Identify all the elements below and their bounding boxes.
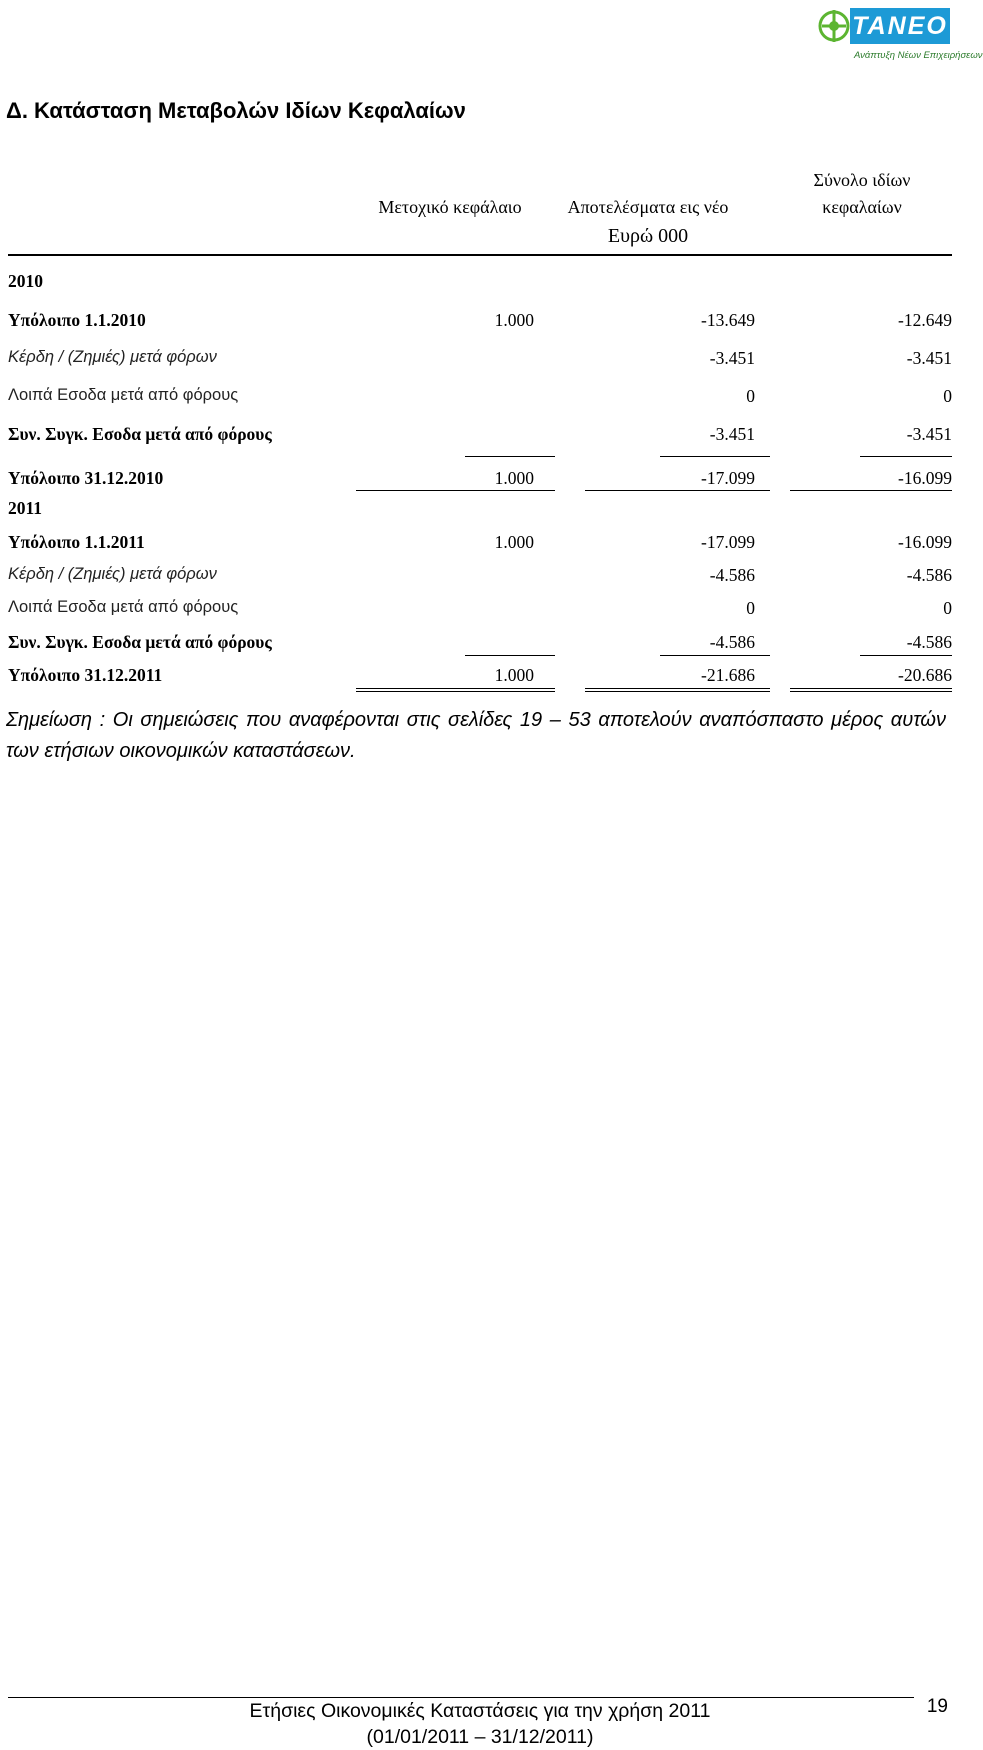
- cell-c2: 0: [746, 598, 755, 618]
- total-rule: [860, 655, 952, 656]
- logo-leaf-icon: [818, 4, 852, 48]
- row-label: 2010: [8, 271, 43, 291]
- table-row: [0, 498, 960, 524]
- cell-c2: -3.451: [709, 424, 755, 444]
- page-title: Δ. Κατάσταση Μεταβολών Ιδίων Κεφαλαίων: [6, 98, 466, 123]
- cell-c1: 1.000: [494, 665, 534, 685]
- total-rule: [790, 691, 952, 692]
- total-rule: [585, 490, 770, 491]
- cell-c2: -3.451: [709, 348, 755, 368]
- cell-c2: -4.586: [709, 632, 755, 652]
- cell-c3: 0: [943, 598, 952, 618]
- cell-c3: -3.451: [906, 348, 952, 368]
- table-row: [0, 424, 960, 450]
- total-rule: [465, 655, 555, 656]
- cell-c3: -16.099: [898, 532, 952, 552]
- cell-c3: -16.099: [898, 468, 952, 488]
- column-header-total-line2: κεφαλαίων: [822, 197, 902, 217]
- footer-line1: Ετήσιες Οικονομικές Καταστάσεις για την χρήση 2011: [249, 1700, 711, 1722]
- cell-c2: -21.686: [701, 665, 755, 685]
- total-rule: [860, 456, 952, 457]
- cell-c2: -13.649: [701, 310, 755, 330]
- total-rule: [356, 691, 555, 692]
- row-label: Λοιπά Εσοδα μετά από φόρους: [8, 386, 239, 404]
- row-label: Συν. Συγκ. Εσοδα μετά από φόρους: [8, 424, 272, 444]
- total-rule: [790, 688, 952, 689]
- cell-c3: -20.686: [898, 665, 952, 685]
- row-label: Υπόλοιπο 1.1.2010: [8, 310, 146, 330]
- table-row: [0, 565, 960, 591]
- logo-wordmark: TANEO: [850, 8, 950, 44]
- table-row: [0, 310, 960, 336]
- cell-c3: -3.451: [906, 424, 952, 444]
- total-rule: [660, 655, 770, 656]
- cell-c2: -17.099: [701, 532, 755, 552]
- cell-c3: -12.649: [898, 310, 952, 330]
- total-rule: [356, 490, 555, 491]
- row-label: Υπόλοιπο 1.1.2011: [8, 532, 145, 552]
- row-label: Κέρδη / (Ζημιές) μετά φόρων: [8, 348, 217, 366]
- table-row: [0, 598, 960, 624]
- table-row: [0, 348, 960, 374]
- total-rule: [790, 490, 952, 491]
- logo-tagline: Ανάπτυξη Νέων Επιχειρήσεων: [854, 50, 983, 61]
- cell-c3: -4.586: [906, 632, 952, 652]
- cell-c2: -4.586: [709, 565, 755, 585]
- table-row: [0, 271, 960, 297]
- taneo-logo: [818, 2, 983, 68]
- footer-rule: [8, 1697, 914, 1698]
- unit-label: Ευρώ 000: [607, 225, 689, 247]
- column-header-retained: Αποτελέσματα εις νέο: [567, 197, 729, 217]
- header-rule: [8, 254, 952, 256]
- row-label: 2011: [8, 498, 43, 518]
- cell-c2: 0: [746, 386, 755, 406]
- total-rule: [356, 688, 555, 689]
- row-label: Λοιπά Εσοδα μετά από φόρους: [8, 598, 239, 616]
- total-rule: [660, 456, 770, 457]
- cell-c1: 1.000: [494, 532, 534, 552]
- total-rule: [465, 456, 555, 457]
- footer-line2: (01/01/2011 – 31/12/2011): [366, 1726, 594, 1748]
- table-row: [0, 532, 960, 558]
- column-header-share-capital: Μετοχικό κεφάλαιο: [378, 197, 522, 217]
- note-text: Σημείωση : Οι σημειώσεις που αναφέρονται στις σελίδες 19 – 53 αποτελούν αναπόσπαστο μέρος αυτών των ετήσιων οικονομικών καταστάσεων.: [6, 709, 946, 762]
- total-rule: [585, 688, 770, 689]
- total-rule: [585, 691, 770, 692]
- cell-c1: 1.000: [494, 310, 534, 330]
- row-label: Κέρδη / (Ζημιές) μετά φόρων: [8, 565, 217, 583]
- cell-c2: -17.099: [701, 468, 755, 488]
- page-number: 19: [926, 1696, 948, 1717]
- cell-c1: 1.000: [494, 468, 534, 488]
- row-label: Υπόλοιπο 31.12.2011: [8, 665, 163, 685]
- row-label: Συν. Συγκ. Εσοδα μετά από φόρους: [8, 632, 272, 652]
- table-row: [0, 386, 960, 412]
- column-header-total-line1: Σύνολο ιδίων: [813, 170, 911, 190]
- cell-c3: -4.586: [906, 565, 952, 585]
- row-label: Υπόλοιπο 31.12.2010: [8, 468, 164, 488]
- cell-c3: 0: [943, 386, 952, 406]
